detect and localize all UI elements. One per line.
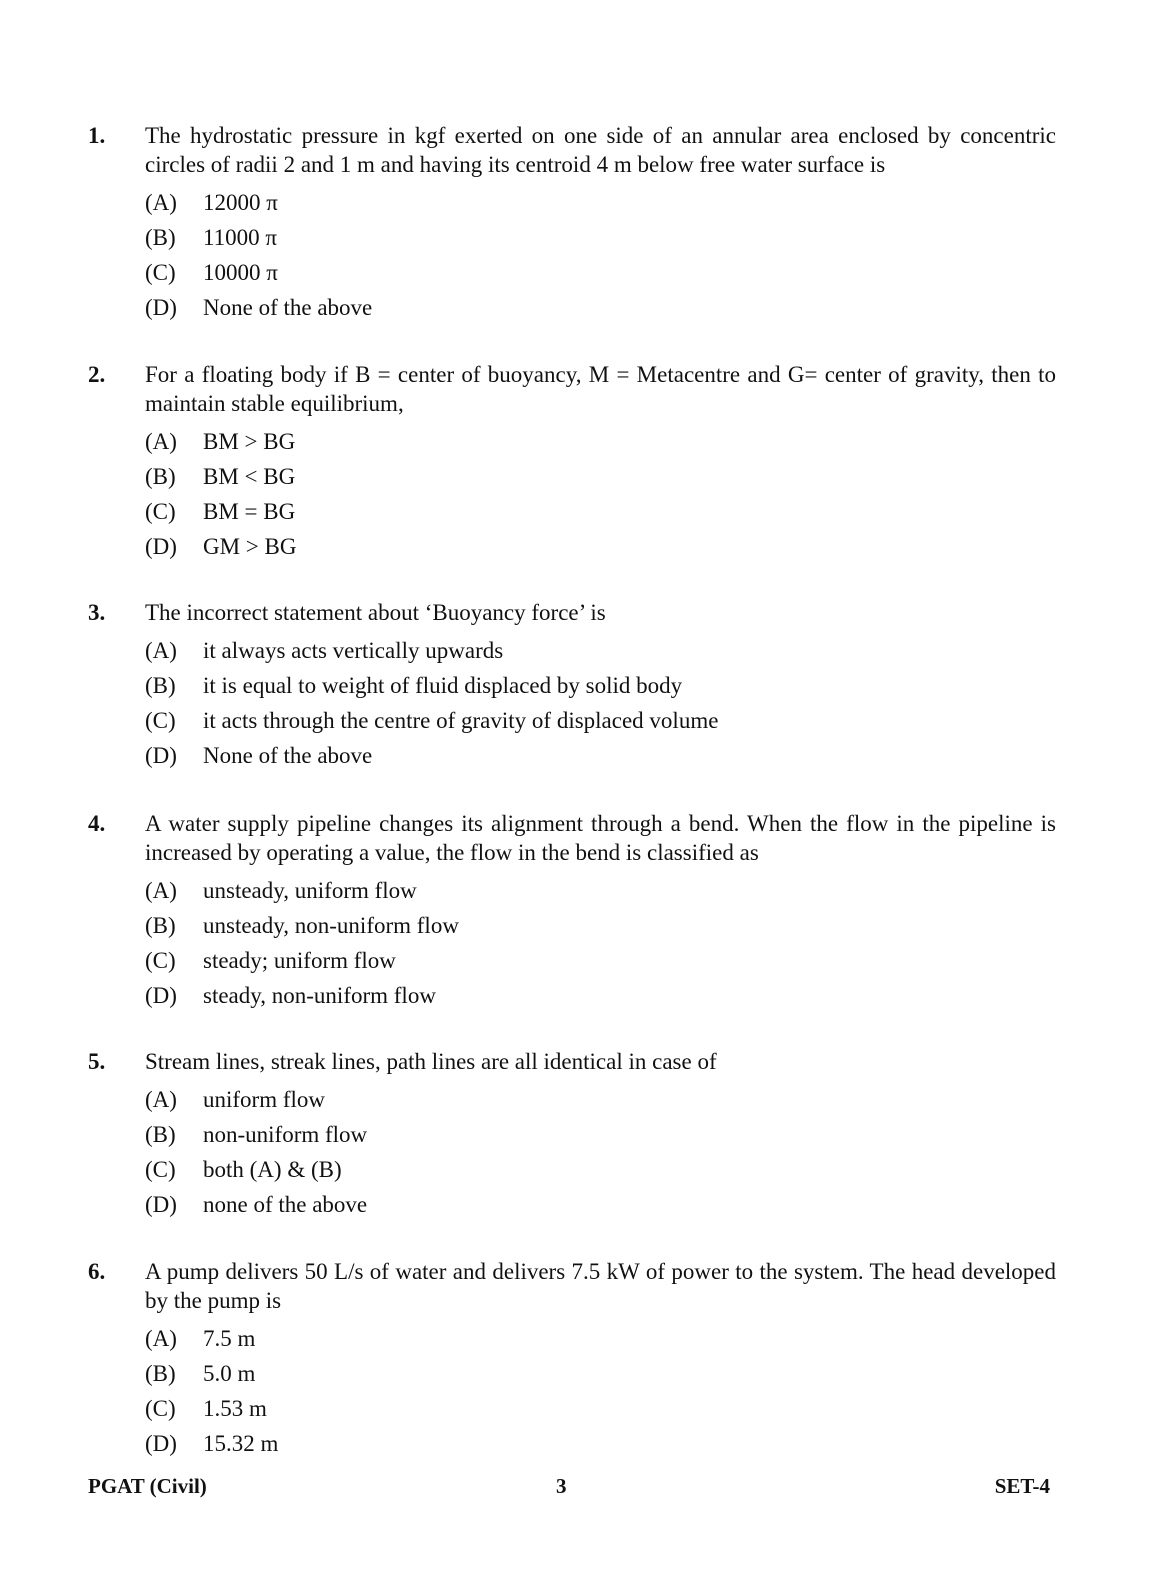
option-letter: (D)	[145, 534, 177, 559]
footer-set-label: SET-4	[994, 1474, 1050, 1498]
option-d	[145, 738, 1056, 773]
option-text: GM > BG	[203, 534, 297, 559]
option-text: 5.0 m	[203, 1361, 256, 1386]
option-text: it acts through the centre of gravity of displaced volume	[203, 708, 719, 733]
option-letter: (D)	[145, 1431, 177, 1456]
option-letter: (C)	[145, 499, 176, 524]
option-c	[145, 255, 1056, 290]
question-6	[88, 1257, 1056, 1461]
question-text: For a floating body if B = center of buoyancy, M = Metacentre and G= center of gravity, then to maintain stable equilibrium,	[145, 362, 1056, 416]
option-text: it is equal to weight of fluid displaced by solid body	[203, 673, 683, 698]
option-a	[145, 873, 1056, 908]
options-list	[145, 873, 1056, 1013]
question-3	[88, 598, 1056, 773]
option-letter: (B)	[145, 1361, 176, 1386]
option-text: unsteady, non-uniform flow	[203, 913, 459, 938]
option-letter: (A)	[145, 429, 177, 454]
option-letter: (C)	[145, 948, 176, 973]
question-text: Stream lines, streak lines, path lines are all identical in case of	[145, 1049, 717, 1074]
option-letter: (D)	[145, 743, 177, 768]
option-text: it always acts vertically upwards	[203, 638, 504, 663]
option-b	[145, 1356, 1056, 1391]
option-text: none of the above	[203, 1192, 368, 1217]
option-c	[145, 703, 1056, 738]
option-text: both (A) & (B)	[203, 1157, 342, 1182]
option-letter: (B)	[145, 1122, 176, 1147]
question-number: 2.	[88, 362, 106, 387]
question-number: 3.	[88, 600, 106, 625]
option-text: 7.5 m	[203, 1326, 256, 1351]
option-letter: (C)	[145, 708, 176, 733]
question-text: The hydrostatic pressure in kgf exerted on one side of an annular area enclosed by concentric circles of radii 2 and 1 m and having its centroid 4 m below free water surface is	[145, 123, 1056, 177]
option-letter: (A)	[145, 1087, 177, 1112]
options-list	[145, 1082, 1056, 1222]
question-2	[88, 360, 1056, 564]
option-a	[145, 185, 1056, 220]
question-text: A pump delivers 50 L/s of water and delivers 7.5 kW of power to the system. The head developed by the pump is	[145, 1259, 1056, 1313]
option-a	[145, 424, 1056, 459]
options-list	[145, 185, 1056, 325]
option-text: None of the above	[203, 743, 373, 768]
option-c	[145, 943, 1056, 978]
question-text: The incorrect statement about ‘Buoyancy force’ is	[145, 600, 606, 625]
question-number: 5.	[88, 1049, 106, 1074]
question-number: 6.	[88, 1259, 106, 1284]
question-text: A water supply pipeline changes its alignment through a bend. When the flow in the pipeline is increased by operating a value, the flow in the bend is classified as	[145, 811, 1056, 865]
question-1	[88, 121, 1056, 325]
option-text: uniform flow	[203, 1087, 326, 1112]
option-c	[145, 1391, 1056, 1426]
option-text: steady, non-uniform flow	[203, 983, 436, 1008]
option-b	[145, 459, 1056, 494]
option-text: unsteady, uniform flow	[203, 878, 417, 903]
option-text: 10000 π	[203, 260, 278, 285]
question-5	[88, 1047, 1056, 1222]
option-b	[145, 220, 1056, 255]
option-letter: (B)	[145, 913, 176, 938]
option-letter: (B)	[145, 225, 176, 250]
option-a	[145, 1082, 1056, 1117]
option-b	[145, 1117, 1056, 1152]
option-letter: (D)	[145, 295, 177, 320]
footer-exam-name: PGAT (Civil)	[88, 1474, 207, 1498]
option-letter: (A)	[145, 190, 177, 215]
options-list	[145, 633, 1056, 773]
option-a	[145, 1321, 1056, 1356]
option-letter: (D)	[145, 983, 177, 1008]
option-letter: (C)	[145, 1157, 176, 1182]
option-d	[145, 1426, 1056, 1461]
option-text: steady; uniform flow	[203, 948, 396, 973]
options-list	[145, 1321, 1056, 1461]
option-letter: (A)	[145, 878, 177, 903]
option-text: non-uniform flow	[203, 1122, 368, 1147]
options-list	[145, 424, 1056, 564]
option-text: 12000 π	[203, 190, 278, 215]
question-number: 1.	[88, 123, 106, 148]
option-text: 15.32 m	[203, 1431, 279, 1456]
question-4	[88, 809, 1056, 1013]
page-footer	[88, 1472, 1050, 1500]
option-d	[145, 1187, 1056, 1222]
option-text: BM > BG	[203, 429, 296, 454]
option-letter: (C)	[145, 260, 176, 285]
option-a	[145, 633, 1056, 668]
option-d	[145, 529, 1056, 564]
option-letter: (B)	[145, 673, 176, 698]
option-b	[145, 668, 1056, 703]
option-letter: (B)	[145, 464, 176, 489]
option-d	[145, 978, 1056, 1013]
option-text: 1.53 m	[203, 1396, 267, 1421]
option-d	[145, 290, 1056, 325]
page-number: 3	[556, 1474, 567, 1498]
option-text: BM < BG	[203, 464, 296, 489]
option-b	[145, 908, 1056, 943]
option-c	[145, 1152, 1056, 1187]
option-text: None of the above	[203, 295, 373, 320]
option-letter: (C)	[145, 1396, 176, 1421]
option-c	[145, 494, 1056, 529]
option-letter: (A)	[145, 1326, 177, 1351]
question-number: 4.	[88, 811, 106, 836]
option-text: BM = BG	[203, 499, 296, 524]
option-text: 11000 π	[203, 225, 278, 250]
option-letter: (A)	[145, 638, 177, 663]
option-letter: (D)	[145, 1192, 177, 1217]
